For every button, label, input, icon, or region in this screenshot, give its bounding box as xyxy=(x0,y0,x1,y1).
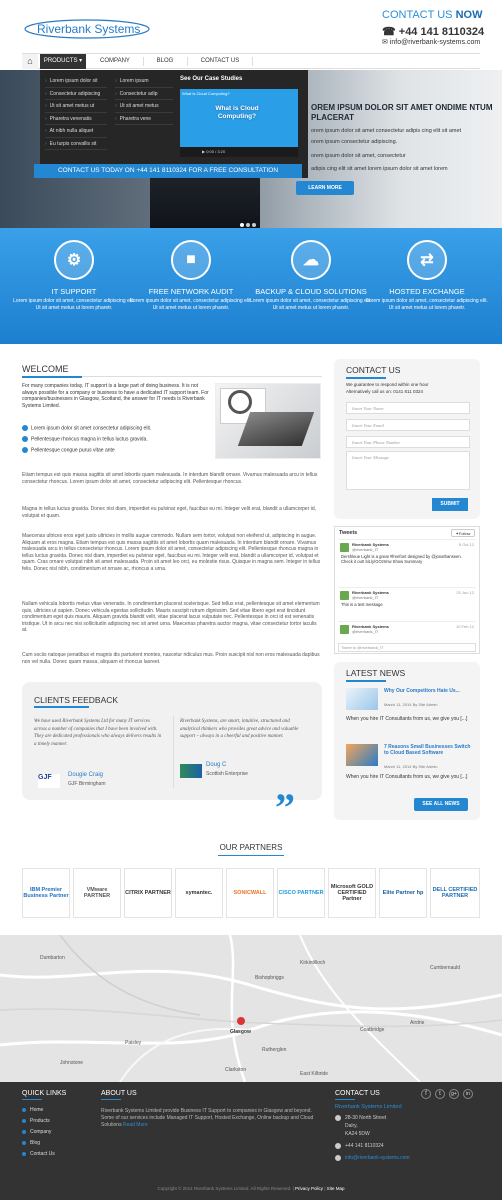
video-overlay-text: What is Cloud Computing? xyxy=(215,105,259,120)
news-thumbnail xyxy=(346,688,378,710)
gear-icon: ⚙ xyxy=(66,252,82,269)
service-text: Lorem ipsum dolor sit amet, consectetur adipiscing elit. Ut sit amet metus ut lorem pharetr. xyxy=(366,298,488,311)
dropdown-item[interactable]: › Lorem ipsum xyxy=(115,75,173,88)
quick-links-title: QUICK LINKS xyxy=(22,1090,67,1097)
tweet-item[interactable]: Riverbank Systems @riverbank_IT 5 Oct 12 Dershleue Light is a great #freefont designed by @jonathanseen. Check it out! bit.ly/GOzImw Show Summary xyxy=(338,539,476,585)
main-nav xyxy=(22,53,480,69)
follow-button[interactable]: ✦Follow xyxy=(451,529,475,537)
quote-mark-icon: ” xyxy=(275,785,295,830)
see-all-news-button[interactable]: SEE ALL NEWS xyxy=(414,798,468,811)
linkedin-icon[interactable]: in xyxy=(463,1089,473,1099)
welcome-paragraph: Magna in tellus luctus gravida. Donec nisl diam, imperdiet eu pulvinar eget, faucibus eu mi. Integer velit erat, blandit a ullamcorper id, volutpat et quam. xyxy=(22,506,317,519)
latest-news xyxy=(334,662,480,820)
service-text: Lorem ipsum dolor sit amet, consectetur adipiscing elit. Ut sit amet metus ut lorem pharetr. xyxy=(130,298,252,311)
avatar xyxy=(340,625,349,634)
video-controls[interactable]: ▶ 0:00 / 3:20 xyxy=(180,147,298,157)
contact-form-title: CONTACT US xyxy=(346,365,401,375)
case-studies-title: See Our Case Studies xyxy=(180,76,243,82)
about-us-title: ABOUT US xyxy=(101,1090,137,1097)
address-line: 28-30 North Street xyxy=(345,1115,387,1121)
about-us-text: Riverbank Systems Limited provide Business IT Support to companies in Glasgow and beyond. Some of our services include Managed IT Support, Hosted Exchange, Online backup and Cloud Solutions Read More xyxy=(101,1108,314,1128)
client-org: Scottish Enterprise xyxy=(206,771,248,777)
google-plus-icon[interactable]: g+ xyxy=(449,1089,459,1099)
dropdown-item[interactable]: › Consectetur adip xyxy=(115,88,173,101)
nav-contact-us[interactable]: CONTACT US xyxy=(200,58,240,64)
privacy-policy-link[interactable]: Privacy Policy xyxy=(295,1186,324,1191)
service-title: BACKUP & CLOUD SOLUTIONS xyxy=(255,287,367,296)
client-name: Doug C xyxy=(206,762,227,768)
dropdown-item[interactable]: › Consectetur adipiscing xyxy=(45,88,107,101)
hero-text-3: orem ipsum dolor sit amet, consectetur xyxy=(311,153,406,159)
dropdown-item[interactable]: › Pharetra vene xyxy=(115,113,173,126)
footer-company-name: Riverbank Systems Limited xyxy=(335,1104,402,1110)
service-text: Lorem ipsum dolor sit amet, consectetur adipiscing elit. Ut sit amet metus ut lorem pharetr. xyxy=(13,298,135,311)
hero-heading: OREM IPSUM DOLOR SIT AMET ONDIME NTUM PLACERAT xyxy=(311,103,493,122)
twitter-icon[interactable]: t xyxy=(435,1089,445,1099)
footer-link-company[interactable]: Company xyxy=(22,1129,51,1135)
dropdown-item[interactable]: › At nibh nulla aliquet xyxy=(45,125,107,138)
avatar xyxy=(340,591,349,600)
service-title: HOSTED EXCHANGE xyxy=(389,287,465,296)
hero-text-4: adipis cing elit sit amet lorem ipsum dolor sit amet lorem xyxy=(311,166,448,172)
tweet-item[interactable]: Riverbank Systems @riverbank_IT 10 Feb 12 xyxy=(338,621,476,641)
read-more-link[interactable]: Read More xyxy=(122,1122,148,1128)
email-input[interactable]: Insert Your Email xyxy=(346,419,470,431)
service-title: IT SUPPORT xyxy=(51,287,97,296)
contact-form-sub: Alternatively call us on: 0141 811 0324 xyxy=(346,389,423,394)
welcome-paragraph: Etiam tempus est quis massa sagittis sit amet lobortis quam malesuada. In interdum blandit ornare. Vivamus malesuada arcu in tellus consectetur rhoncus. Lorem ipsum dolor sit amet, consectetur adipiscing elit. Pellentesque rhoncus. xyxy=(22,472,318,485)
service-it-support[interactable] xyxy=(11,240,137,312)
news-thumbnail xyxy=(346,744,378,766)
check-item: Pellentesque rhoncus magna in tellus luctus gravida. xyxy=(22,436,148,442)
footer-contact-title: CONTACT US xyxy=(335,1090,380,1097)
phone-input[interactable]: Insert Your Phone Number xyxy=(346,436,470,448)
home-icon: ⌂ xyxy=(27,56,33,66)
partner-logo[interactable]: VMware PARTNER xyxy=(73,868,121,918)
hero-text-2: orem ipsum consectetur adipiscing. xyxy=(311,139,398,145)
welcome-intro: For many companies today, IT support is a large part of doing business. It is not always possible for a company or business to have a dedicated IT support team. For companies/businesses in Glasgow, Scotland, the answer for IT needs is Riverbank Systems Limited. xyxy=(22,383,209,409)
magnifier-icon xyxy=(228,390,252,414)
partner-logo[interactable]: CITRIX PARTNER xyxy=(124,868,172,918)
news-item[interactable]: 7 Reasons Small Businesses Switch to Cloud Based Software March 11, 2014 By Site Admin When you hire IT Consultants from us, we give you [...] xyxy=(346,744,471,780)
header-email[interactable]: ✉ info@riverbank-systems.com xyxy=(382,39,481,46)
nav-products[interactable]: PRODUCTS ▾ xyxy=(40,54,86,69)
partner-logo[interactable]: SONICWALL xyxy=(226,868,274,918)
check-item: Lorem ipsum dolor sit amet consectetur adipiscing elit. xyxy=(22,425,151,431)
submit-button[interactable]: SUBMIT xyxy=(432,498,468,511)
check-icon xyxy=(22,436,28,442)
footer-link-home[interactable]: Home xyxy=(22,1107,43,1113)
contact-form-sub: We guarantee to respond within one hour xyxy=(346,382,429,387)
check-icon xyxy=(22,447,28,453)
location-map[interactable]: Dumbarton Bishopbriggs Kirkintilloch Cumbernauld Paisley Glasgow Rutherglen Coatbridge Airdrie Johnstone Clarkston East Kilbride xyxy=(0,935,502,1082)
hero-text-1: orem ipsum dolor sit amet consectetur adipis cing elit sit amet xyxy=(311,128,462,134)
welcome-paragraph: Maecenas ultrices eros eget justo ultricies in mollis augue commodo. Nullam sem tortor, volutpat non eleifend ut, adipiscing in augue. Aliquam at eros magna. Etiam tempus est quis massa sagittis sit amet lobortis quam malesuada. In interdum blandit ornare. Vivamus malesuada arcu in tellus consectetur rhoncus. Lorem ipsum dolor sit amet, consectetur adipiscing elit. Pellentesque rhoncus magna in tellus luctus gravida. Donec nisl diam, imperdiet eu pulvinar eget, faucibus eu mi. Integer velit erat, blandit a ullamcorper id, volutpat et quam. Cras ornare volutpat nibh sit amet malesuada. Proin sit amet leo orci, eu molestie risus. Quisque in magna sem. Integer in tellus felis. Donec nisl nibh, condimentum et ornare ac, rhoncus a urna. xyxy=(22,533,321,572)
footer-link-products[interactable]: Products xyxy=(22,1118,50,1124)
cloud-upload-icon: ☁ xyxy=(303,252,319,269)
tweets-title: Tweets xyxy=(339,530,358,536)
location-pin-icon xyxy=(335,1115,341,1121)
avatar xyxy=(340,543,349,552)
name-input[interactable]: Insert Your Name xyxy=(346,402,470,414)
client-logo xyxy=(180,764,202,778)
video-title: What is Cloud Computing? xyxy=(182,91,230,96)
partner-logo[interactable]: DELL CERTIFIED PARTNER xyxy=(430,868,480,918)
mail-icon xyxy=(335,1155,341,1161)
dropdown-item[interactable]: › Ut sit amet metus ut xyxy=(45,100,107,113)
slider-dot[interactable] xyxy=(240,223,244,227)
news-item[interactable]: Why Our Competitors Hate Us... March 11, 2014 By Site Admin When you hire IT Consultants from us, we give you [...] xyxy=(346,688,468,722)
partner-logo[interactable]: symantec. xyxy=(175,868,223,918)
client-org: GJF Birmingham xyxy=(68,781,106,787)
service-network-audit[interactable] xyxy=(128,240,254,312)
mail-icon: ✉ xyxy=(382,39,388,46)
tweet-reply-input[interactable]: Tweet to @riverbank_IT xyxy=(338,643,476,652)
twitter-widget xyxy=(334,526,480,654)
client-name: Dougie Craig xyxy=(68,772,104,778)
message-textarea[interactable]: Insert Your Message xyxy=(346,451,470,490)
welcome-paragraph: Nullam vehicula lobortis metus vitae venenatis. In condimentum placerat scelerisque. Sed tellus erat, pellentesque sit amet elementum quis, ultricies ut sapien. Donec vehicula egestas sollicitudin. Mauris suscipit rutrum dignissim. Sed vitae libero eget erat tincidunt condimentum eget quis mauris. Aliquam gravida blandit velit, vitae placerat lacus vulputate nec. Pellentesque in orci id est venenatis tristique. Ut in arcu nec nisi sollicitudin adipiscing nec sit amet urna. Maecenas pharetra auctor magna, vitae consectetur tortor iaculis at. xyxy=(22,601,320,634)
welcome-title: WELCOME xyxy=(22,364,69,374)
testimonial-quote: Riverbank Systems, are smart, intuitive, structured and analytical thinkers who provides great advice and valuable support – always in a cheerful and positive manner. xyxy=(180,719,299,739)
dropdown-col-2 xyxy=(115,75,173,125)
address-line: Dalry, xyxy=(345,1123,358,1129)
news-title: LATEST NEWS xyxy=(346,668,406,678)
footer xyxy=(0,1082,502,1200)
footer-email[interactable]: info@riverbank-systems.com xyxy=(345,1155,410,1161)
dropdown-item[interactable]: › Lorem ipsum dolor sit xyxy=(45,75,107,88)
partner-logo[interactable]: IBM Premier Business Partner xyxy=(22,868,70,918)
welcome-paragraph: Cum sociis natoque penatibus et magnis dis parturient montes, nascetur ridiculus mus. Proin suscipit nisl non eros malesuada dapibus non vel nulla. Donec quam massa, aliquam et rhoncus laoreet. xyxy=(22,652,320,665)
contact-us-title: CONTACT US NOW xyxy=(382,9,483,21)
site-logo[interactable] xyxy=(22,18,152,40)
case-study-video[interactable] xyxy=(180,89,298,157)
slider-dot[interactable] xyxy=(246,223,250,227)
service-hosted-exchange[interactable] xyxy=(364,240,490,312)
header-phone[interactable]: ☎ +44 141 8110324 xyxy=(382,26,485,38)
nav-company[interactable]: COMPANY xyxy=(100,58,130,64)
exchange-icon: ⇄ xyxy=(420,252,434,269)
partner-logo[interactable]: Elite Partner hp xyxy=(379,868,427,918)
footer-phone[interactable]: +44 141 8110324 xyxy=(345,1143,384,1149)
address-line: KA24 5DW xyxy=(345,1131,370,1137)
service-text: Lorem ipsum dolor sit amet, consectetur adipiscing elit. Ut sit amet metus ut lorem pharetr. xyxy=(250,298,372,311)
shield-icon: ■ xyxy=(186,251,196,268)
clients-feedback xyxy=(22,682,322,800)
dropdown-item[interactable]: › Ut sit amet metus xyxy=(115,100,173,113)
dropdown-item[interactable]: › Eu turpis convallis sit xyxy=(45,138,107,151)
partner-logo[interactable]: Microsoft GOLD CERTIFIED Partner xyxy=(328,868,376,918)
footer-link-contact[interactable]: Contact Us xyxy=(22,1151,55,1157)
client-logo: GJF xyxy=(38,774,60,788)
check-icon xyxy=(22,425,28,431)
testimonial-quote: We have used Riverbank Systems Ltd for many IT services across a number of companies that I have been involved with. They are dedicated professionals who always delivers results in a timely manner. xyxy=(34,719,162,747)
nav-home[interactable] xyxy=(22,54,38,69)
partners-title: OUR PARTNERS xyxy=(219,843,283,852)
contact-form xyxy=(334,359,480,519)
copyright-bar: Copyright © 2014 Riverbank Systems Limited. All Rights Reserved. | Privacy Policy | Site Map xyxy=(157,1186,345,1191)
site-map-link[interactable]: Site Map xyxy=(326,1186,345,1191)
logo-text: Riverbank Systems xyxy=(37,22,141,36)
dropdown-item[interactable]: › Pharetra venenatis xyxy=(45,113,107,126)
learn-more-button[interactable]: LEARN MORE xyxy=(296,181,354,195)
nav-blog[interactable]: BLOG xyxy=(156,58,174,64)
dropdown-col-1 xyxy=(45,75,107,150)
slider-dot[interactable] xyxy=(252,223,256,227)
check-item: Pellentesque congue purus vitae ante xyxy=(22,447,115,453)
feedback-title: CLIENTS FEEDBACK xyxy=(34,695,119,705)
play-icon[interactable]: ▶ xyxy=(202,149,206,154)
tweet-item[interactable]: Riverbank Systems @riverbank_IT 20 Jun 12 This is a test message xyxy=(338,587,476,619)
twitter-bird-icon: ✦ xyxy=(455,531,459,536)
service-backup-cloud[interactable] xyxy=(248,240,374,312)
slider-dots xyxy=(240,214,260,219)
welcome-image xyxy=(215,383,321,459)
phone-icon xyxy=(335,1143,341,1149)
services-band xyxy=(0,228,502,344)
footer-link-blog[interactable]: Blog xyxy=(22,1140,40,1146)
service-title: FREE NETWORK AUDIT xyxy=(148,287,234,296)
facebook-icon[interactable]: f xyxy=(421,1089,431,1099)
partner-logo[interactable]: CISCO PARTNER xyxy=(277,868,325,918)
phone-icon: ☎ xyxy=(382,26,396,38)
consultation-banner[interactable]: CONTACT US TODAY ON +44 141 8110324 FOR A FREE CONSULTATION xyxy=(34,164,302,178)
